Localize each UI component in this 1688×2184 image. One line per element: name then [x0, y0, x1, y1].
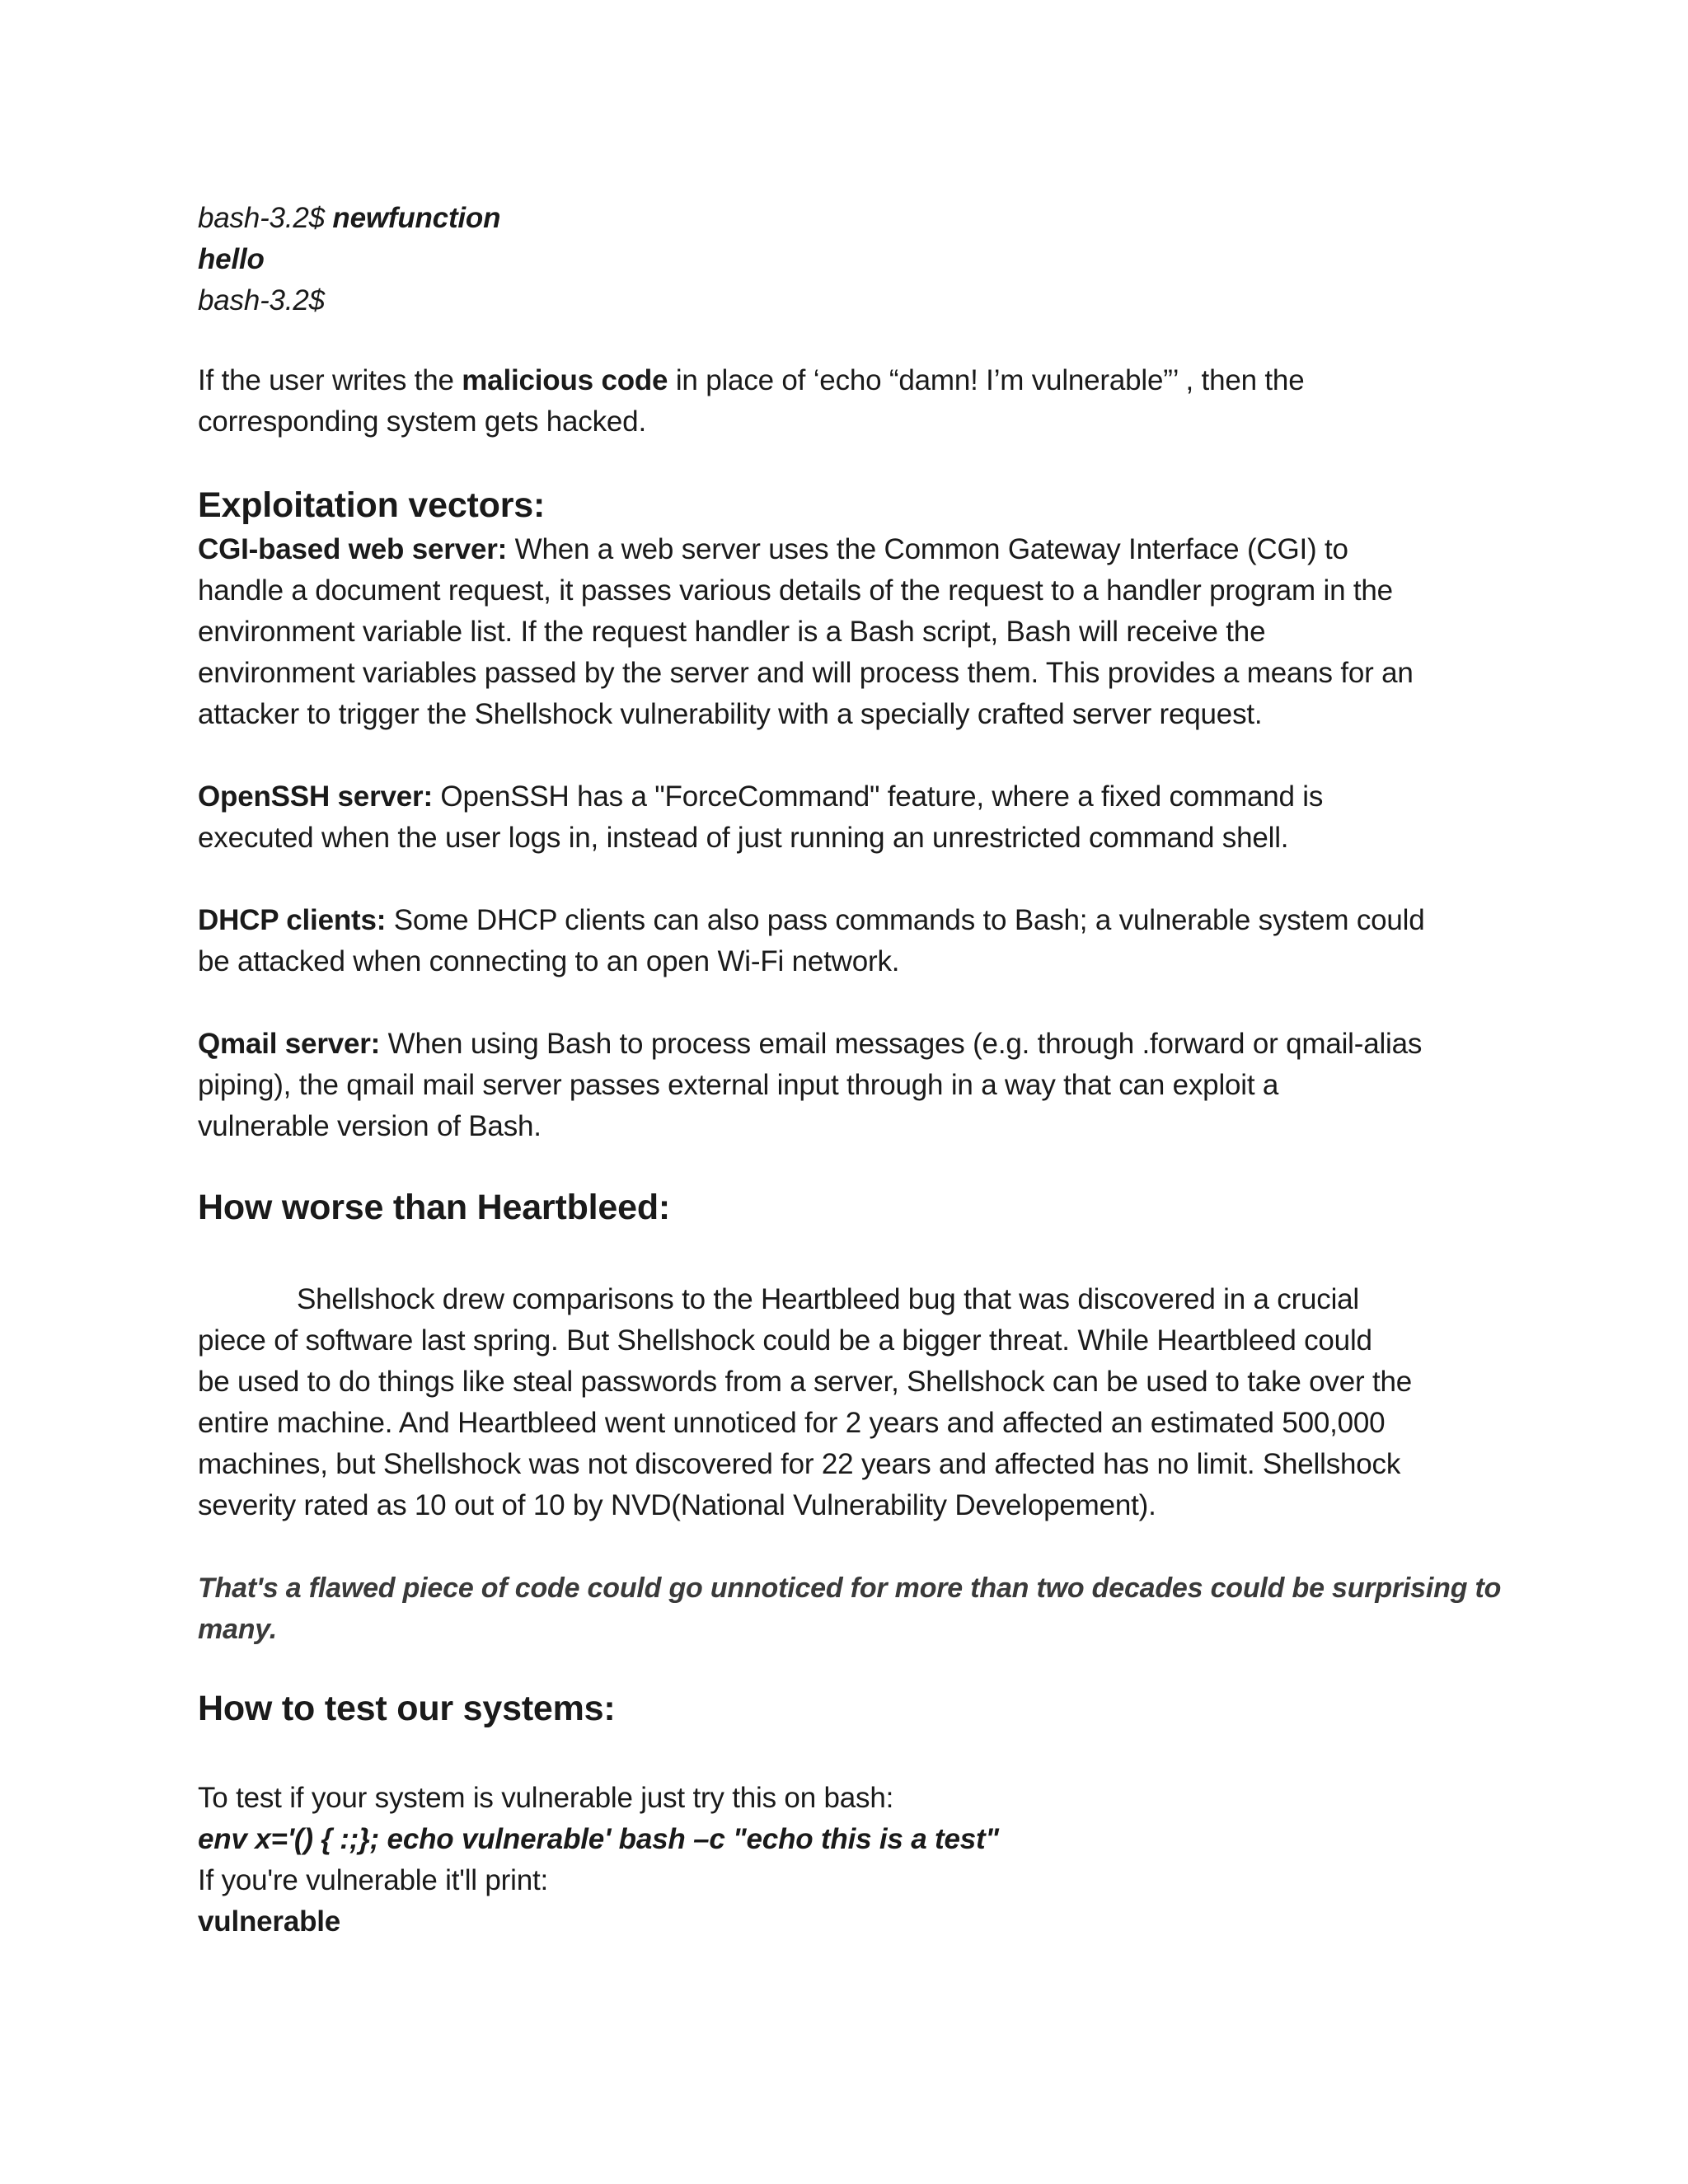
intro-text: in place of ‘echo “damn! I’m vulnerable”’ , then the — [668, 364, 1305, 396]
openssh-label: OpenSSH server: — [198, 780, 433, 813]
qmail-line-3: vulnerable version of Bash. — [198, 1110, 542, 1142]
note-line-1: That's a flawed piece of code could go unnoticed for more than two decades could be surprising to — [198, 1572, 1502, 1604]
test-line-3: If you're vulnerable it'll print: — [198, 1864, 549, 1896]
test-output: vulnerable — [198, 1905, 341, 1938]
qmail-line-1 — [198, 1024, 1422, 1065]
terminal-prompt: bash-3.2$ — [198, 202, 325, 234]
intro-line-2: corresponding system gets hacked. — [198, 405, 646, 438]
openssh-text: OpenSSH has a "ForceCommand" feature, where a fixed command is — [432, 780, 1324, 813]
cgi-line-5: attacker to trigger the Shellshock vulnerability with a specially crafted server request. — [198, 698, 1263, 730]
cgi-line-4: environment variables passed by the server and will process them. This provides a means for an — [198, 657, 1414, 689]
intro-text: If the user writes the — [198, 364, 462, 396]
qmail-line-2: piping), the qmail mail server passes external input through in a way that can exploit a — [198, 1069, 1279, 1101]
qmail-text: When using Bash to process email messages (e.g. through .forward or qmail-alias — [380, 1028, 1423, 1060]
cgi-line-2: handle a document request, it passes various details of the request to a handler program in the — [198, 574, 1393, 607]
terminal-line-3 — [198, 280, 325, 321]
dhcp-line-2: be attacked when connecting to an open Wi-Fi network. — [198, 945, 900, 977]
dhcp-text: Some DHCP clients can also pass commands to Bash; a vulnerable system could — [386, 904, 1425, 936]
heartbleed-line-1: Shellshock drew comparisons to the Heartbleed bug that was discovered in a crucial — [297, 1283, 1360, 1315]
emphasis-malicious-code: malicious code — [462, 364, 668, 396]
terminal-line-1 — [198, 198, 500, 239]
dhcp-label: DHCP clients: — [198, 904, 387, 936]
terminal-prompt: bash-3.2$ — [198, 284, 325, 316]
note-line-2: many. — [198, 1614, 278, 1645]
qmail-label: Qmail server: — [198, 1028, 381, 1060]
heading-how-to-test: How to test our systems: — [198, 1689, 616, 1728]
terminal-command: newfunction — [324, 202, 501, 234]
dhcp-line-1 — [198, 900, 1425, 941]
intro-line-1 — [198, 360, 1304, 401]
test-line-1: To test if your system is vulnerable just try this on bash: — [198, 1782, 894, 1814]
cgi-text: When a web server uses the Common Gateway Interface (CGI) to — [507, 533, 1348, 565]
openssh-line-2: executed when the user logs in, instead of just running an unrestricted command shell. — [198, 822, 1289, 854]
heartbleed-line-4: entire machine. And Heartbleed went unnoticed for 2 years and affected an estimated 500,000 — [198, 1407, 1386, 1439]
heading-exploitation-vectors: Exploitation vectors: — [198, 485, 546, 525]
heartbleed-line-3: be used to do things like steal passwords from a server, Shellshock can be used to take over the — [198, 1366, 1413, 1398]
cgi-line-3: environment variable list. If the request handler is a Bash script, Bash will receive the — [198, 616, 1266, 648]
heading-heartbleed: How worse than Heartbleed: — [198, 1188, 671, 1227]
test-command: env x='() { :;}; echo vulnerable' bash –c "echo this is a test" — [198, 1823, 999, 1855]
cgi-line-1 — [198, 529, 1348, 570]
heartbleed-line-6: severity rated as 10 out of 10 by NVD(National Vulnerability Developement). — [198, 1489, 1156, 1521]
terminal-output: hello — [198, 243, 265, 275]
heartbleed-line-5: machines, but Shellshock was not discovered for 22 years and affected has no limit. Shellshock — [198, 1448, 1401, 1480]
cgi-label: CGI-based web server: — [198, 533, 508, 565]
heartbleed-line-2: piece of software last spring. But Shellshock could be a bigger threat. While Heartbleed could — [198, 1324, 1372, 1357]
openssh-line-1 — [198, 776, 1323, 818]
